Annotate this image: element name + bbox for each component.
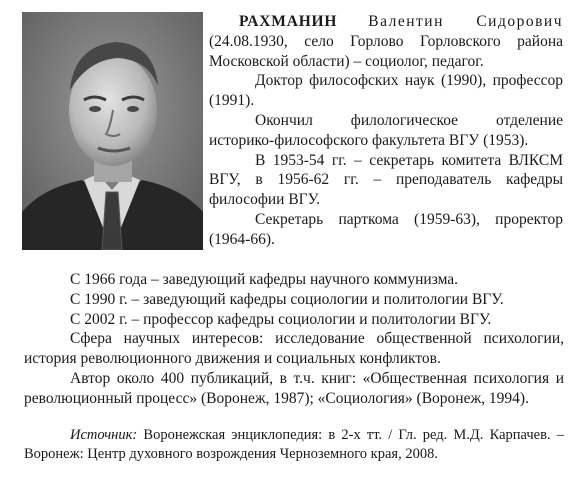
source-text: Воронежская энциклопедия: в 2-х тт. / Гл. ред. М.Д. Карпачев. – Воронеж: Центр духовного возрождения Черноземного края, 2008. xyxy=(24,427,564,462)
bio-paragraph: Окончил филологическое отделение историко-философского факультета ВГУ (1953). xyxy=(209,111,563,149)
bio-paragraph: С 1990 г. – заведующий кафедры социологии и политологии ВГУ. xyxy=(70,290,504,308)
source-label: Источник: xyxy=(70,427,138,443)
bio-paragraph: С 1966 года – заведующий кафедры научного коммунизма. xyxy=(70,271,459,288)
person-surname: РАХМАНИН xyxy=(239,13,338,30)
bio-paragraph: Сфера научных интересов: исследование общественной психологии, история революционного движения и социальных конфликтов. xyxy=(24,330,564,368)
person-intro-text: (24.08.1930, село Горлово Горловского района Московской области) – социолог, педагог. xyxy=(209,32,563,70)
biography-header xyxy=(209,12,563,250)
portrait-photo xyxy=(22,12,203,250)
bio-paragraph: С 2002 г. – профессор кафедры социологии и политологии ВГУ. xyxy=(70,310,492,328)
person-intro xyxy=(209,12,563,71)
bio-paragraph: Автор около 400 публикаций, в т.ч. книг: «Общественная психология и революционный процесс» (Воронеж, 1987); «Социология» (Воронеж, 1994). xyxy=(24,369,564,407)
bio-paragraph: В 1953-54 гг. – секретарь комитета ВЛКСМ ВГУ, в 1956-62 гг. – преподаватель кафедры философии ВГУ. xyxy=(209,151,563,209)
portrait-drawing xyxy=(22,12,203,250)
source-citation xyxy=(24,426,564,464)
bio-paragraph: Доктор философских наук (1990), профессор (1991). xyxy=(209,72,563,110)
biography-body xyxy=(24,270,564,409)
bio-paragraph: Секретарь парткома (1959-63), проректор (1964-66). xyxy=(209,210,563,248)
person-given-names: Валентин Сидорович xyxy=(368,13,564,30)
